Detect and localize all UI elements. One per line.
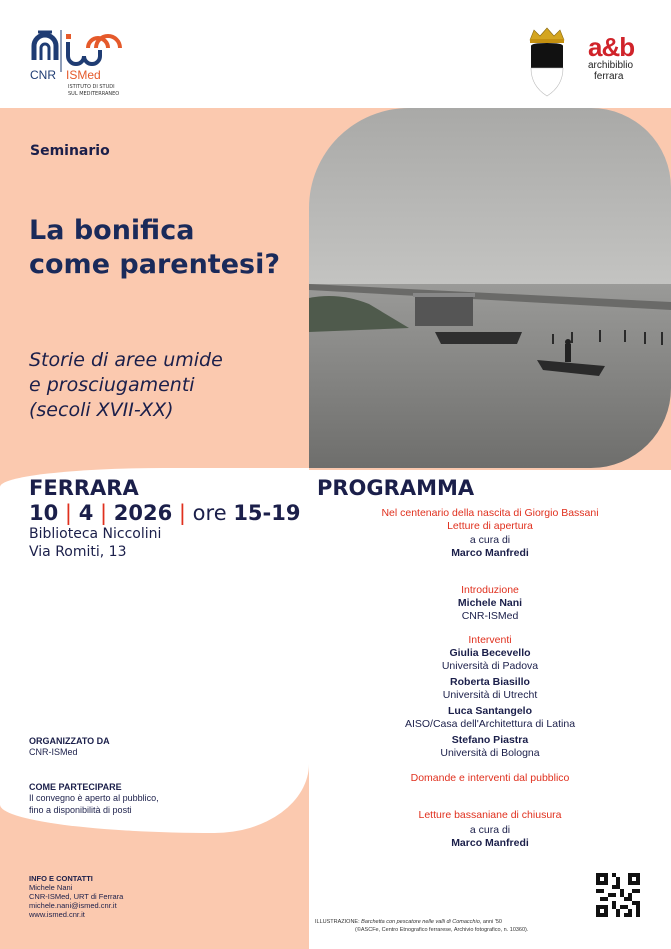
subtitle-line: Storie di aree umide xyxy=(29,349,223,371)
program-item-plain: Università di Padova xyxy=(441,660,539,672)
program-item-bold: Marco Manfredi xyxy=(451,547,529,559)
ismed-subtitle xyxy=(68,84,119,98)
date-separator: | xyxy=(178,501,186,525)
program-item-red: Nel centenario della nascita di Giorgio Bassani xyxy=(381,507,599,519)
cnr-ismed-logo-mark xyxy=(28,26,138,74)
contacts-block xyxy=(29,874,123,919)
ab-line1: archibiblio xyxy=(588,60,634,71)
program-item-red: Letture di apertura xyxy=(447,520,533,532)
event-time: 15-19 xyxy=(233,501,301,525)
date-day: 10 xyxy=(29,501,59,525)
participate-text: fino a disponibilità di posti xyxy=(29,805,132,815)
participate-block xyxy=(29,782,159,816)
program-item-plain: Università di Utrecht xyxy=(442,689,538,701)
contact-email[interactable]: michele.nani@ismed.cnr.it xyxy=(29,901,117,910)
time-prefix: ore xyxy=(192,501,227,525)
page-title xyxy=(29,214,280,282)
ismed-subtitle-line: ISTITUTO DI STUDI xyxy=(68,84,115,90)
cnr-text: CNR xyxy=(30,68,56,82)
program-item-red: Interventi xyxy=(468,634,512,646)
program-item-plain: CNR-ISMed xyxy=(461,610,519,622)
title-line: La bonifica xyxy=(29,215,195,246)
ferrara-crest-icon xyxy=(526,26,568,98)
program-item-plain: AISO/Casa dell'Architettura di Latina xyxy=(404,718,576,730)
ab-mark: a&b xyxy=(588,32,635,62)
event-date xyxy=(29,501,300,525)
caption-label: ILLUSTRAZIONE: xyxy=(315,919,360,925)
program-item-red: Introduzione xyxy=(461,584,519,596)
ismed-subtitle-line: SUL MEDITERRANEO xyxy=(68,91,120,97)
hero-photo xyxy=(309,108,671,468)
program-item-red: Domande e interventi dal pubblico xyxy=(410,772,570,784)
ismed-text: ISMed xyxy=(66,68,101,82)
title-line: come parentesi? xyxy=(29,249,281,280)
caption-credit: (©ASCFe, Centro Etnografico ferrarese, Archivio fotografico, n. 10360). xyxy=(355,927,529,933)
participate-label: COME PARTECIPARE xyxy=(29,782,122,792)
date-year: 2026 xyxy=(113,501,173,525)
event-city: FERRARA xyxy=(29,476,139,500)
program-item-bold: Michele Nani xyxy=(457,597,523,609)
subtitle-line: e prosciugamenti xyxy=(29,374,195,396)
program-item-plain: a cura di xyxy=(469,534,511,546)
organizer-label: ORGANIZZATO DA xyxy=(29,736,110,746)
contact-website[interactable]: www.ismed.cnr.it xyxy=(29,910,85,919)
contact-name: Michele Nani xyxy=(29,883,73,892)
cnr-ismed-logo xyxy=(28,26,138,98)
program-title: PROGRAMMA xyxy=(317,476,475,500)
archibiblio-logo xyxy=(588,34,648,82)
caption-title: Barchetta con pescatore nelle valli di Comacchio, xyxy=(361,919,482,925)
event-venue xyxy=(29,525,161,561)
organizer-value: CNR-ISMed xyxy=(29,747,78,757)
date-separator: | xyxy=(100,501,108,525)
program-item-bold: Stefano Piastra xyxy=(451,734,529,746)
subtitle xyxy=(29,348,223,423)
subtitle-line: (secoli XVII-XX) xyxy=(29,399,174,421)
contact-org: CNR-ISMed, URT di Ferrara xyxy=(29,892,124,901)
event-kicker: Seminario xyxy=(30,143,110,159)
venue-name: Biblioteca Niccolini xyxy=(29,526,162,542)
venue-address: Via Romiti, 13 xyxy=(29,544,127,560)
date-separator: | xyxy=(64,501,72,525)
participate-text: Il convegno è aperto al pubblico, xyxy=(29,793,159,803)
program-item-bold: Giulia Becevello xyxy=(449,647,531,659)
organizer-block xyxy=(29,736,110,758)
ab-line2: ferrara xyxy=(594,71,624,82)
program-item-plain: a cura di xyxy=(469,824,511,836)
program-item-bold: Luca Santangelo xyxy=(447,705,532,717)
program-item-plain: Università di Bologna xyxy=(440,747,540,759)
program-item-bold: Roberta Biasillo xyxy=(450,676,530,688)
qr-code-icon[interactable] xyxy=(596,873,640,917)
contacts-label: INFO E CONTATTI xyxy=(29,874,93,883)
program-item-red: Letture bassaniane di chiusura xyxy=(418,809,562,821)
lagoon-photo-illustration xyxy=(309,108,671,468)
caption-date: anni '50 xyxy=(482,919,502,925)
date-month: 4 xyxy=(78,501,94,525)
program-item-bold: Marco Manfredi xyxy=(451,837,529,849)
illustration-caption xyxy=(315,918,528,934)
